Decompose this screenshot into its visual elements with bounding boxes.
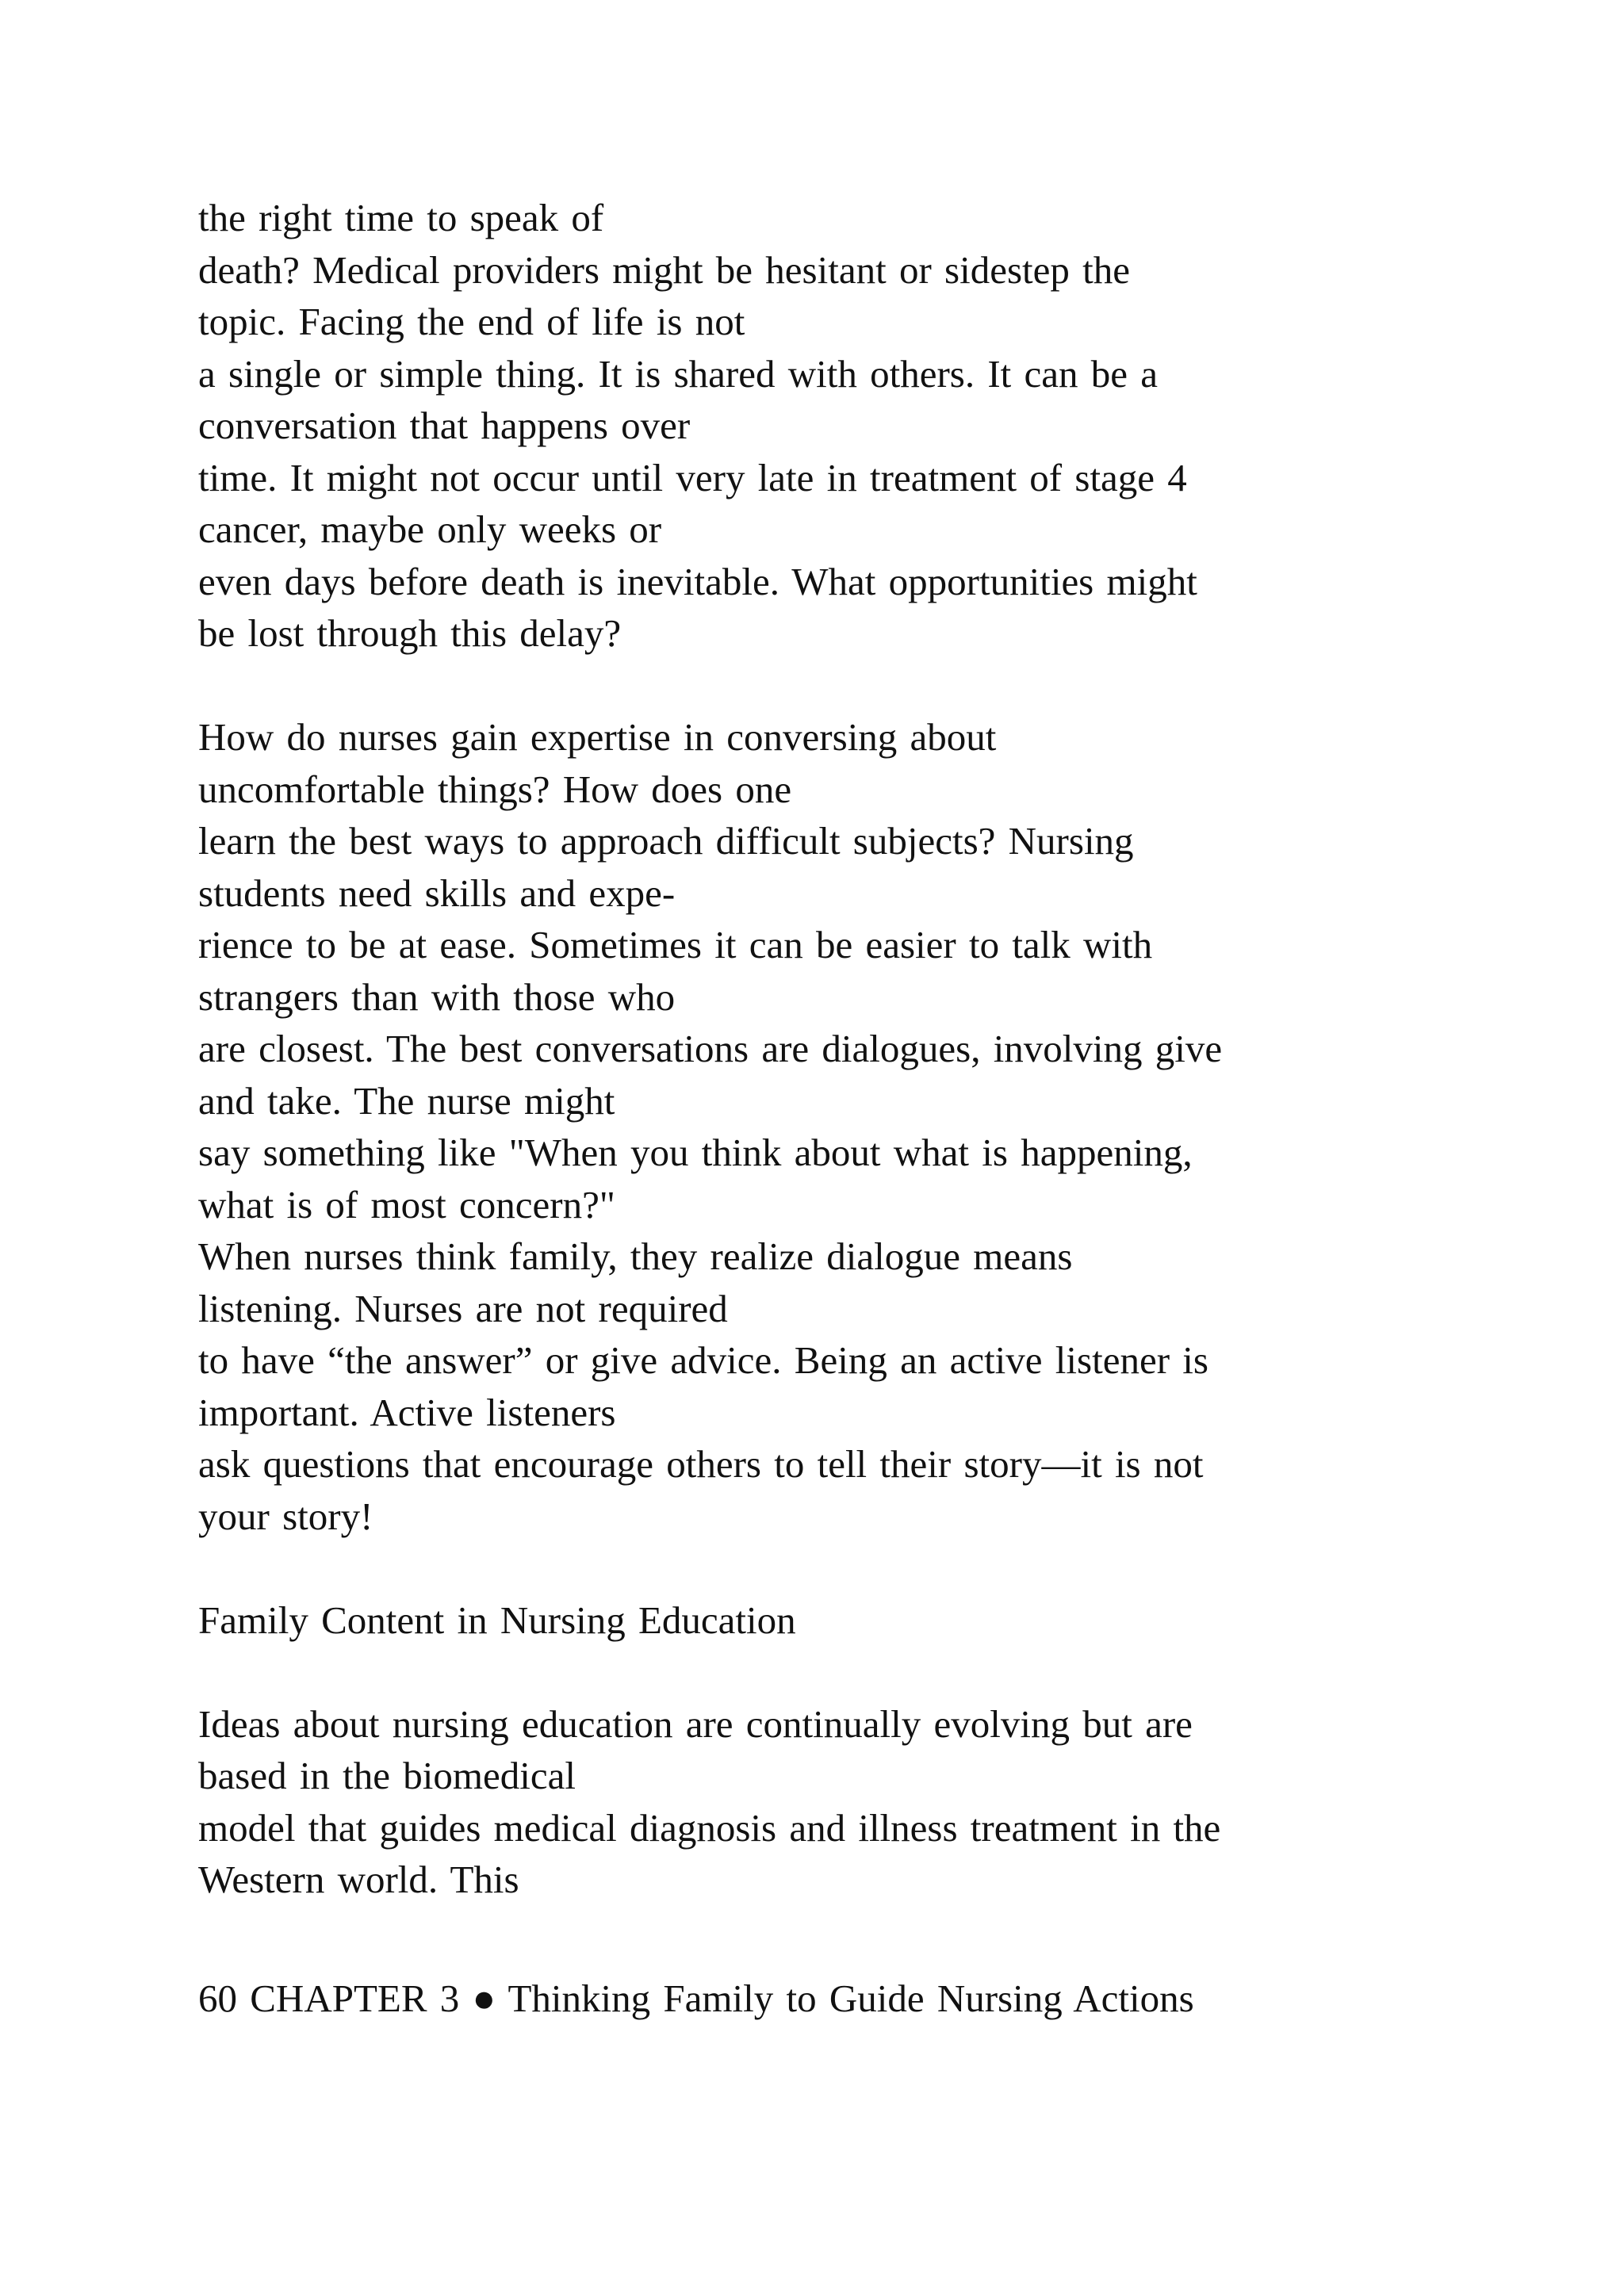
- text-line: death? Medical providers might be hesitant or sidestep the: [198, 247, 1131, 292]
- text-line: students need skills and expe-: [198, 871, 676, 915]
- text-line: model that guides medical diagnosis and illness treatment in the: [198, 1805, 1221, 1850]
- text-line: are closest. The best conversations are dialogues, involving give: [198, 1027, 1223, 1070]
- text-line: and take. The nurse might: [198, 1078, 615, 1123]
- text-line: learn the best ways to approach difficult subjects? Nursing: [198, 819, 1134, 863]
- text-line: ask questions that encourage others to tell their story—it is not: [198, 1442, 1204, 1486]
- paragraph-gap: [198, 660, 1594, 712]
- text-line: When nurses think family, they realize dialogue means: [198, 1234, 1073, 1278]
- text-line: rience to be at ease. Sometimes it can be easier to talk with: [198, 923, 1153, 966]
- body-text: [198, 192, 1594, 1906]
- text-line: How do nurses gain expertise in conversing about: [198, 715, 997, 759]
- page-footer: 60 CHAPTER 3 ● Thinking Family to Guide Nursing Actions: [198, 1976, 1194, 2020]
- text-line: based in the biomedical: [198, 1754, 576, 1797]
- text-line: conversation that happens over: [198, 404, 691, 447]
- text-line: your story!: [198, 1494, 373, 1538]
- text-line: even days before death is inevitable. What opportunities might: [198, 559, 1197, 603]
- text-line: to have “the answer” or give advice. Being an active listener is: [198, 1338, 1208, 1382]
- text-line: listening. Nurses are not required: [198, 1286, 728, 1330]
- text-line: strangers than with those who: [198, 974, 676, 1019]
- paragraph-end-of-life: [198, 192, 1594, 660]
- text-line: Ideas about nursing education are continually evolving but are: [198, 1701, 1193, 1746]
- text-line: what is of most concern?": [198, 1182, 615, 1226]
- text-line: be lost through this delay?: [198, 611, 622, 655]
- section-heading: Family Content in Nursing Education: [198, 1598, 796, 1642]
- text-line: topic. Facing the end of life is not: [198, 300, 745, 343]
- paragraph-gap: [198, 1646, 1594, 1698]
- text-line: uncomfortable things? How does one: [198, 767, 792, 811]
- text-line: cancer, maybe only weeks or: [198, 507, 662, 551]
- paragraph-conversations: [198, 711, 1594, 1542]
- text-line: the right time to speak of: [198, 196, 604, 239]
- text-line: time. It might not occur until very late in treatment of stage 4: [198, 455, 1187, 499]
- paragraph-gap: [198, 1542, 1594, 1594]
- text-line: important. Active listeners: [198, 1390, 616, 1434]
- text-line: Western world. This: [198, 1858, 519, 1901]
- paragraph-nursing-education: [198, 1698, 1594, 1906]
- text-line: a single or simple thing. It is shared with others. It can be a: [198, 351, 1159, 396]
- text-line: say something like "When you think about what is happening,: [198, 1131, 1193, 1174]
